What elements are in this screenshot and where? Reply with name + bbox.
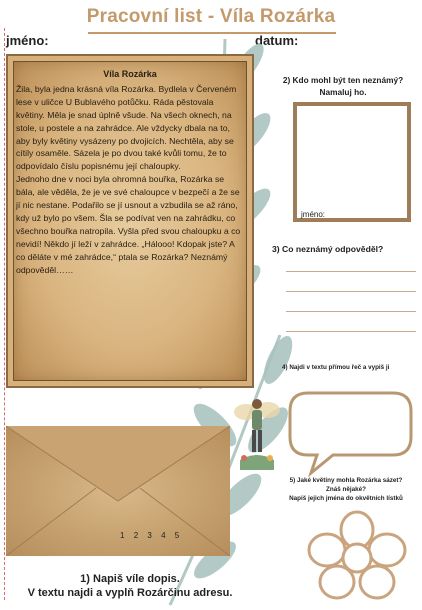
fairy-illustration-icon bbox=[232, 390, 282, 474]
task3-question: 3) Co neznámý odpověděl? bbox=[272, 244, 384, 254]
page-number: 5 bbox=[174, 531, 180, 540]
task1-instruction bbox=[0, 572, 260, 600]
name-label: jméno: bbox=[6, 33, 49, 48]
story-title: Víla Rozárka bbox=[103, 69, 157, 79]
task1-line2: V textu najdi a vyplň Rozárčinu adresu. bbox=[27, 587, 233, 599]
speech-bubble-icon[interactable] bbox=[283, 387, 418, 477]
envelope-illustration-icon[interactable] bbox=[6, 426, 230, 556]
page-numbers bbox=[120, 531, 186, 540]
story-panel bbox=[6, 54, 254, 388]
date-label: datum: bbox=[255, 33, 299, 48]
answer-line[interactable] bbox=[286, 331, 416, 332]
answer-line[interactable] bbox=[286, 311, 416, 312]
drawing-frame[interactable] bbox=[293, 102, 411, 222]
page-title: Pracovní list - Víla Rozárka bbox=[86, 6, 336, 27]
task2-instruction: Namaluj ho. bbox=[319, 87, 367, 97]
task5-question bbox=[272, 476, 420, 503]
task5-line2: Znáš nějaké? bbox=[326, 486, 366, 493]
page-number: 3 bbox=[147, 531, 152, 540]
page-number: 4 bbox=[161, 531, 166, 540]
page-number: 1 bbox=[120, 531, 125, 540]
story-text: Žila, byla jedna krásná víla Rozárka. Bydlela v Červeném lese v uličce U Bublavého potůčku. Ráda pěstovala květiny. Měla je snad úplně všude. Na všech oknech, na stole, u postele a na zahrádce. Ale vždycky dbala na to, aby byly květiny vysázeny po dvojicích. Nechtěla, aby se cítily osaměle. Sázela je po dvou také kvůli tomu, že to odpovídalo číslu popisnému její chaloupky. Jednoho dne v noci byla ohromná bouřka, Rozárka se bála, ale věděla, že je ve své chaloupce v bezpečí a že se jí nic nestane. Podařilo se jí usnout a vzbudila se až ráno, kdy už bylo po všem. Šla se podívat ven na zahrádku, co všechno bouřka natropila. Vyšla před svou chaloupku a co nevidí! Někdo jí leží v zahrádce. „Hálooo! Kdopak jste? A co děláte v mé zahrádce,“ ptala se Rozárka? Neznámý odpověděl…… bbox=[16, 83, 241, 275]
answer-line[interactable] bbox=[286, 291, 416, 292]
answer-line[interactable] bbox=[286, 271, 416, 272]
frame-name-label: jméno: bbox=[301, 210, 326, 219]
flower-petals-icon[interactable] bbox=[305, 510, 410, 602]
task1-line1: 1) Napiš víle dopis. bbox=[80, 573, 180, 585]
task4-question: 4) Najdi v textu přímou řeč a vypiš ji bbox=[282, 364, 390, 371]
cut-line bbox=[4, 28, 5, 600]
task5-line1: 5) Jaké květiny mohla Rozárka sázet? bbox=[289, 477, 403, 484]
page-number: 2 bbox=[133, 531, 139, 540]
task2-question-text: 2) Kdo mohl být ten neznámý? bbox=[282, 75, 404, 85]
task2-question bbox=[268, 74, 418, 98]
task5-line3: Napiš jejich jména do okvětních lístků bbox=[289, 495, 403, 502]
